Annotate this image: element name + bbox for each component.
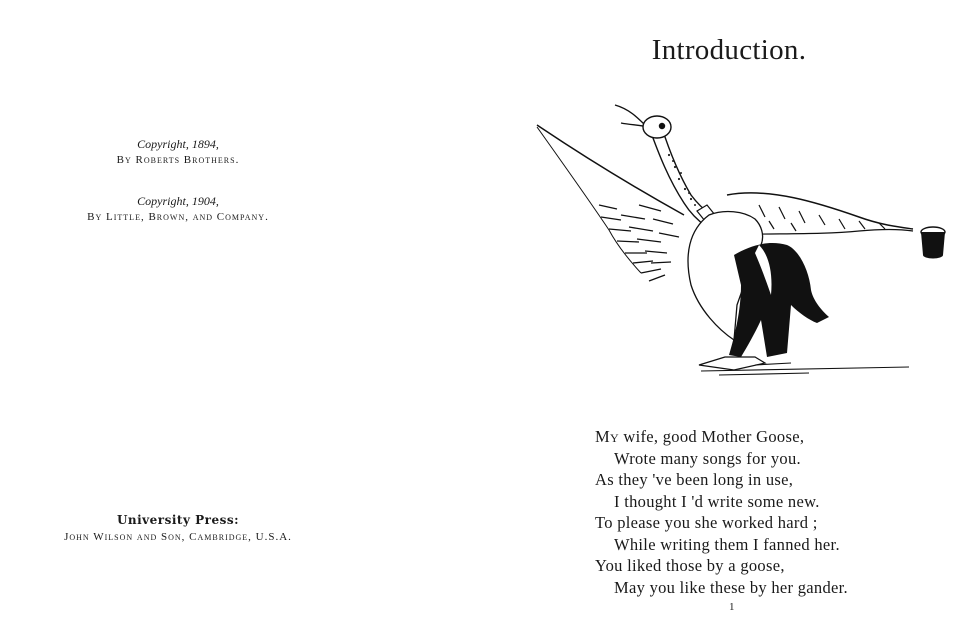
goose-illustration xyxy=(529,95,949,385)
poem-line-3: As they 've been long in use, xyxy=(595,470,794,489)
poem-line-4: I thought I 'd write some new. xyxy=(614,491,820,511)
poem-line-1 xyxy=(595,426,935,448)
poem-line-5: To please you she worked hard ; xyxy=(595,513,818,532)
poem-line-1-text: wife, good Mother Goose, xyxy=(618,427,805,446)
copyright-1894 xyxy=(40,136,316,168)
copyright-1904-publisher: By Little, Brown, and Company. xyxy=(87,211,269,223)
page-title: Introduction. xyxy=(651,34,807,66)
poem-line-7: You liked those by a goose, xyxy=(595,556,785,575)
introduction-poem xyxy=(595,426,935,598)
printer-imprint xyxy=(30,511,326,545)
right-page xyxy=(479,0,958,624)
copyright-1904 xyxy=(40,193,316,225)
poem-line-8: May you like these by her gander. xyxy=(614,577,848,597)
press-name: University Press: xyxy=(116,513,240,527)
goose-gander-drawing xyxy=(529,95,949,385)
poem-first-word: My xyxy=(595,427,619,446)
page-number: 1 xyxy=(729,601,735,613)
press-location: John Wilson and Son, Cambridge, U.S.A. xyxy=(64,531,292,543)
poem-line-2: Wrote many songs for you. xyxy=(614,448,801,468)
copyright-1904-year: Copyright, 1904, xyxy=(137,194,219,208)
copyright-1894-year: Copyright, 1894, xyxy=(137,137,219,151)
poem-line-6: While writing them I fanned her. xyxy=(614,534,840,554)
copyright-1894-publisher: By Roberts Brothers. xyxy=(116,154,240,166)
